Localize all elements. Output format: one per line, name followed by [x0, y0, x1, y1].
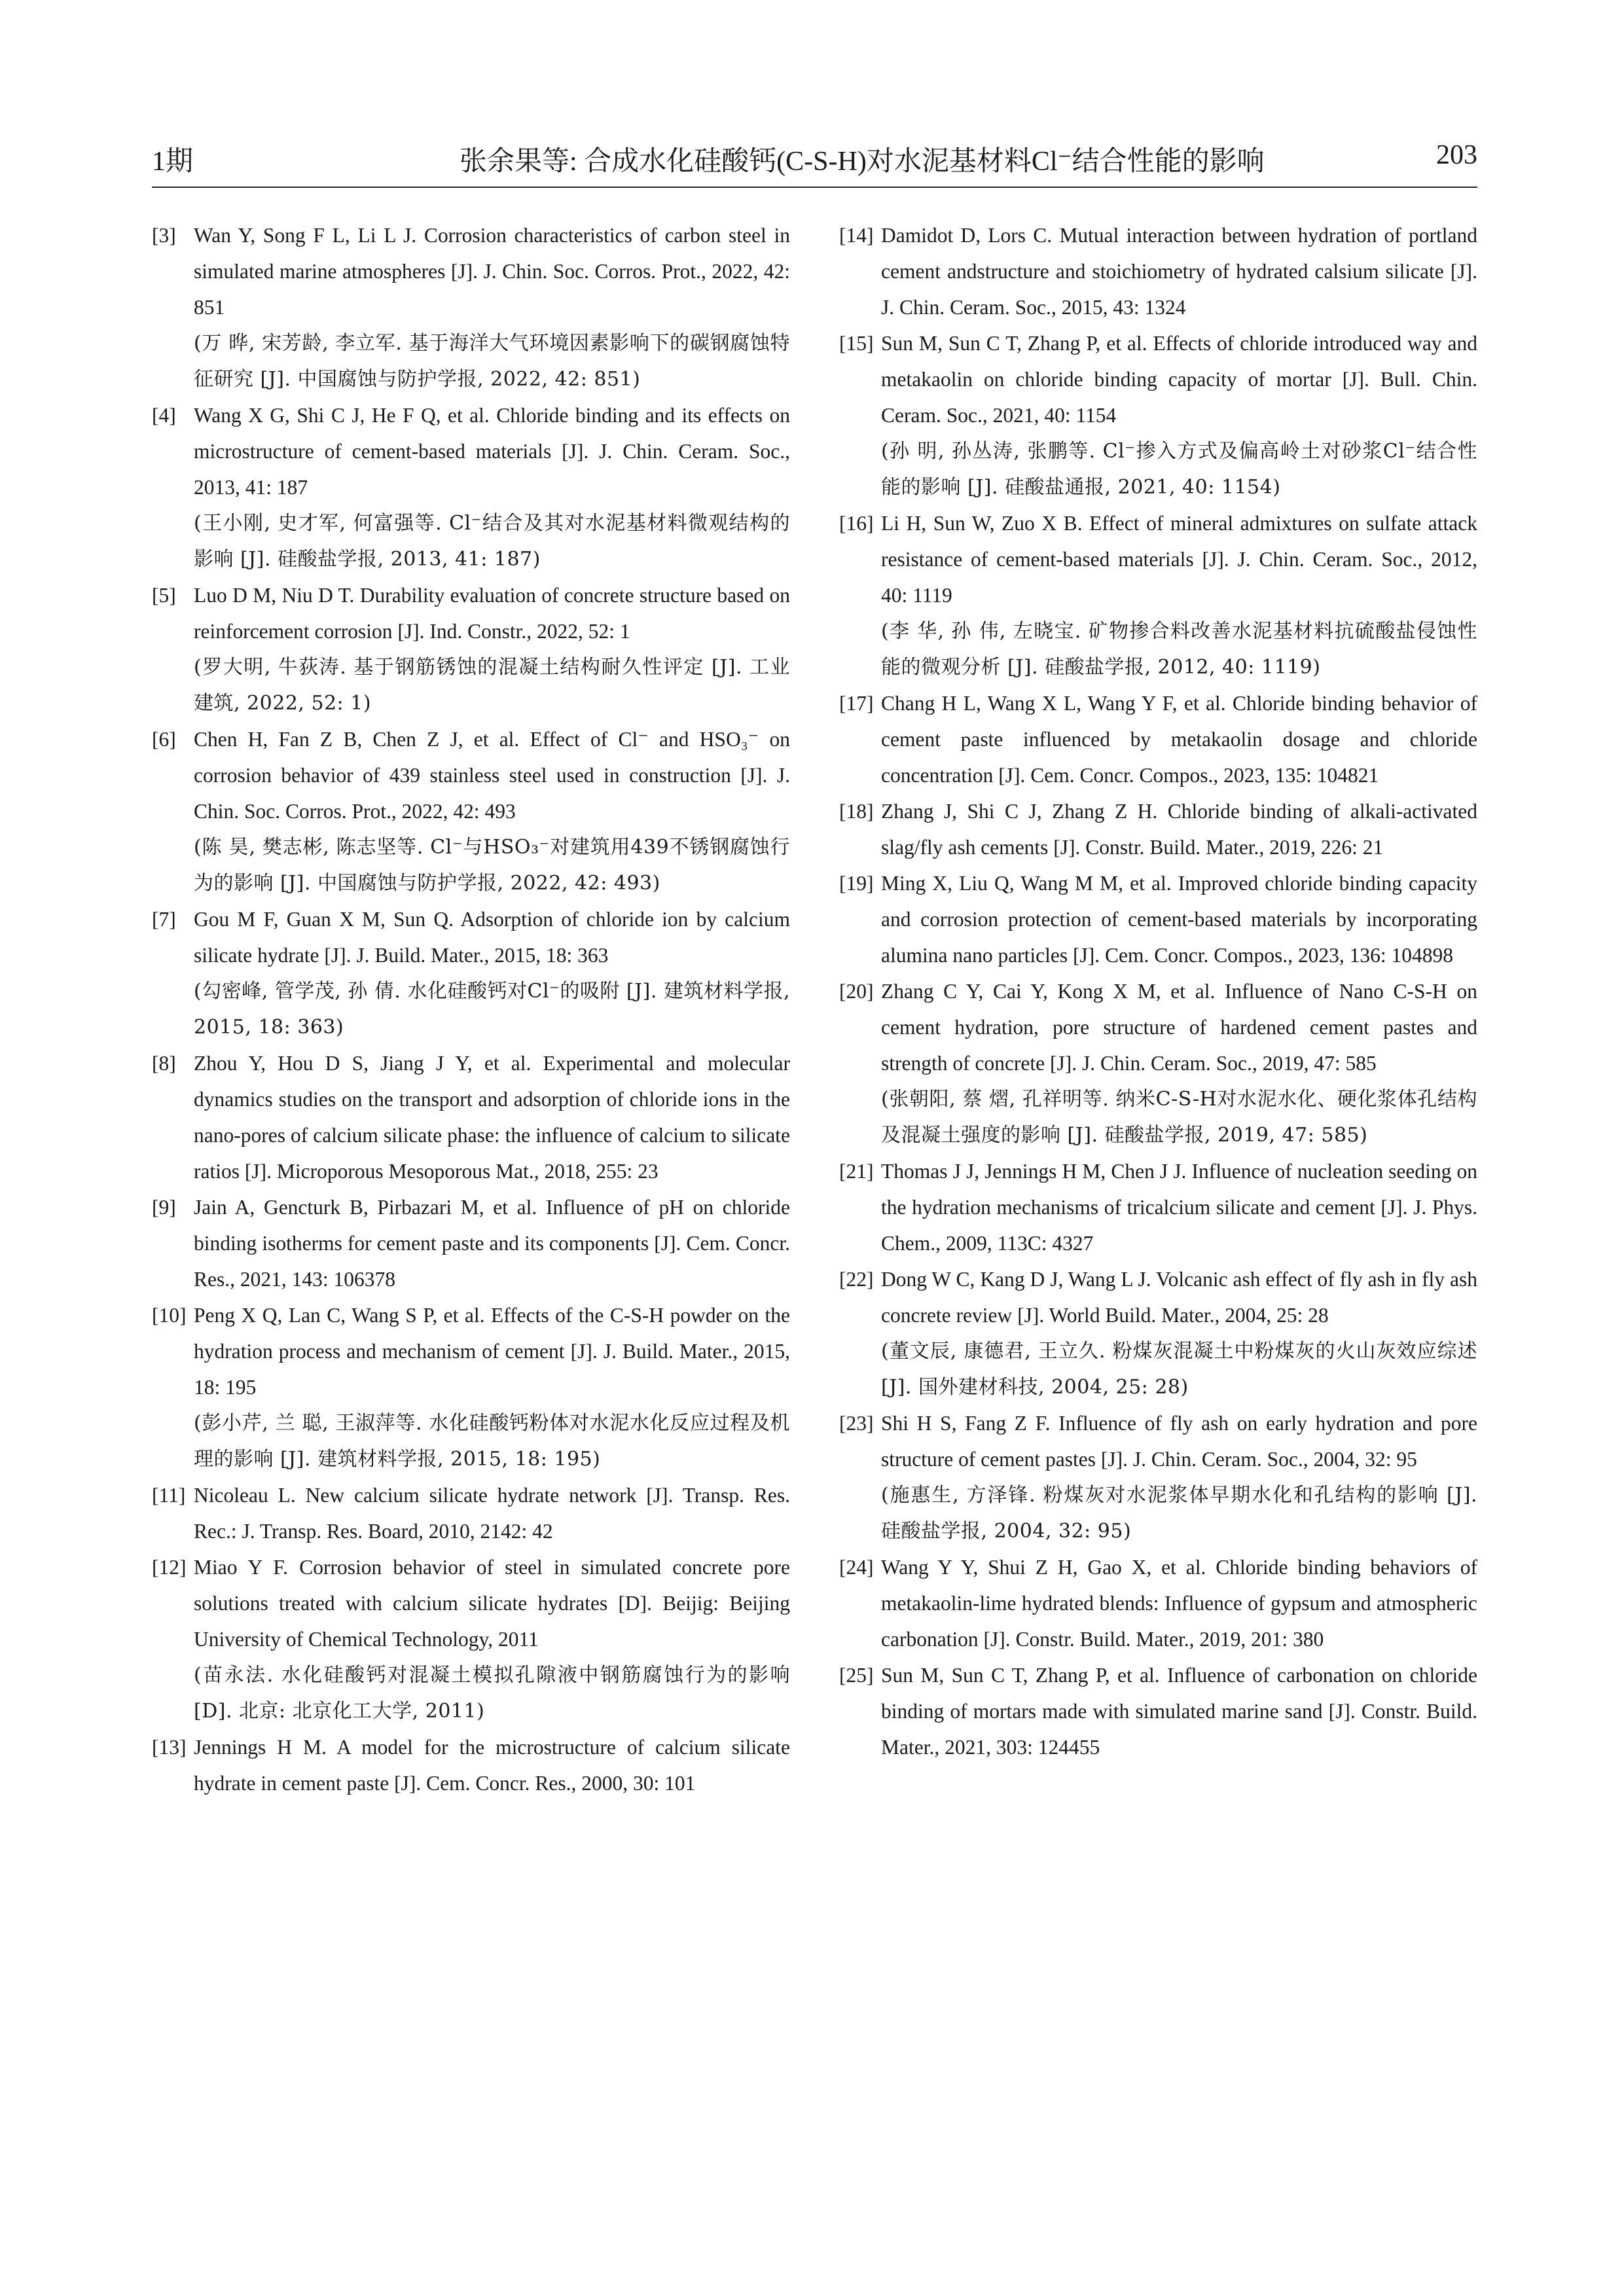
reference-text: Zhang C Y, Cai Y, Kong X M, et al. Influence of Nano C-S-H on cement hydration, pore structure of hardened cement pastes and strength of concrete [J]. J. Chin. Ceram. Soc., 2019, 47: 585: [881, 980, 1477, 1075]
references-right-column: [839, 217, 1477, 1765]
reference-chinese-text: (彭小芹, 兰 聪, 王淑萍等. 水化硅酸钙粉体对水泥水化反应过程及机理的影响 [J]. 建筑材料学报, 2015, 18: 195): [194, 1412, 790, 1471]
reference-text: Sun M, Sun C T, Zhang P, et al. Influence of carbonation on chloride binding of mortars made with simulated marine sand [J]. Constr. Build. Mater., 2021, 303: 124455: [881, 1664, 1477, 1759]
reference-number: [22]: [839, 1268, 874, 1291]
reference-chinese-text: (张朝阳, 蔡 熠, 孔祥明等. 纳米C-S-H对水泥水化、硬化浆体孔结构及混凝土强度的影响 [J]. 硅酸盐学报, 2019, 47: 585): [881, 1088, 1477, 1147]
reference-number: [13]: [152, 1736, 187, 1759]
reference-text: Wan Y, Song F L, Li L J. Corrosion characteristics of carbon steel in simulated marine atmospheres [J]. J. Chin. Soc. Corros. Prot., 2022, 42: 851: [194, 224, 790, 319]
reference-chinese-text: (万 晔, 宋芳龄, 李立军. 基于海洋大气环境因素影响下的碳钢腐蚀特征研究 [J]. 中国腐蚀与防护学报, 2022, 42: 851): [194, 332, 790, 391]
reference-chinese-text: (李 华, 孙 伟, 左晓宝. 矿物掺合料改善水泥基材料抗硫酸盐侵蚀性能的微观分析 [J]. 硅酸盐学报, 2012, 40: 1119): [881, 620, 1477, 679]
reference-number: [15]: [839, 332, 874, 355]
reference-chinese-text: (罗大明, 牛荻涛. 基于钢筋锈蚀的混凝土结构耐久性评定 [J]. 工业建筑, 2022, 52: 1): [194, 656, 790, 715]
reference-item: [839, 1405, 1477, 1549]
reference-text: Chang H L, Wang X L, Wang Y F, et al. Chloride binding behavior of cement paste influenced by metakaolin dosage and chloride concentration [J]. Cem. Concr. Compos., 2023, 135: 104821: [881, 692, 1477, 787]
reference-number: [24]: [839, 1556, 874, 1579]
reference-text: Li H, Sun W, Zuo X B. Effect of mineral admixtures on sulfate attack resistance of cement-based materials [J]. J. Chin. Ceram. Soc., 2012, 40: 1119: [881, 512, 1477, 607]
reference-item: [839, 1657, 1477, 1765]
reference-item: [839, 217, 1477, 325]
reference-text: Wang Y Y, Shui Z H, Gao X, et al. Chloride binding behaviors of metakaolin-lime hydrated blends: Influence of gypsum and atmospheric carbonation [J]. Constr. Build. Mater., 2019, 201: 380: [881, 1556, 1477, 1651]
reference-chinese-text: (勾密峰, 管学茂, 孙 倩. 水化硅酸钙对Cl⁻的吸附 [J]. 建筑材料学报, 2015, 18: 363): [194, 980, 790, 1039]
reference-item: [839, 793, 1477, 865]
reference-item: [152, 1045, 790, 1189]
reference-text: Zhang J, Shi C J, Zhang Z H. Chloride binding of alkali-activated slag/fly ash cements [J]. Constr. Build. Mater., 2019, 226: 21: [881, 800, 1477, 859]
reference-text: Ming X, Liu Q, Wang M M, et al. Improved chloride binding capacity and corrosion protection of cement-based materials by incorporating alumina nano particles [J]. Cem. Concr. Compos., 2023, 136: 104898: [881, 872, 1477, 967]
reference-number: [4]: [152, 404, 176, 427]
reference-text: Shi H S, Fang Z F. Influence of fly ash on early hydration and pore structure of cement pastes [J]. J. Chin. Ceram. Soc., 2004, 32: 95: [881, 1412, 1477, 1471]
reference-text: Damidot D, Lors C. Mutual interaction between hydration of portland cement andstructure and stoichiometry of hydrated calsium silicate [J]. J. Chin. Ceram. Soc., 2015, 43: 1324: [881, 224, 1477, 319]
reference-number: [20]: [839, 980, 874, 1003]
issue-number: 1期: [152, 147, 194, 177]
reference-chinese-text: (苗永法. 水化硅酸钙对混凝土模拟孔隙液中钢筋腐蚀行为的影响 [D]. 北京: 北京化工大学, 2011): [194, 1664, 790, 1723]
reference-chinese-text: (王小刚, 史才军, 何富强等. Cl⁻结合及其对水泥基材料微观结构的影响 [J]. 硅酸盐学报, 2013, 41: 187): [194, 512, 790, 571]
reference-item: [152, 1549, 790, 1729]
reference-text: Chen H, Fan Z B, Chen Z J, et al. Effect of Cl⁻ and HSO₃⁻ on corrosion behavior of 439 stainless steel used in construction [J]. J. Chin. Soc. Corros. Prot., 2022, 42: 493: [194, 728, 790, 823]
reference-chinese-text: (陈 昊, 樊志彬, 陈志坚等. Cl⁻与HSO₃⁻对建筑用439不锈钢腐蚀行为的影响 [J]. 中国腐蚀与防护学报, 2022, 42: 493): [194, 836, 790, 895]
page-number: 203: [1436, 140, 1477, 170]
reference-text: Wang X G, Shi C J, He F Q, et al. Chloride binding and its effects on microstructure of cement-based materials [J]. J. Chin. Ceram. Soc., 2013, 41: 187: [194, 404, 790, 499]
reference-item: [839, 505, 1477, 685]
reference-number: [3]: [152, 224, 176, 247]
reference-item: [152, 1477, 790, 1549]
reference-chinese-text: (孙 明, 孙丛涛, 张鹏等. Cl⁻掺入方式及偏高岭土对砂浆Cl⁻结合性能的影响 [J]. 硅酸盐通报, 2021, 40: 1154): [881, 440, 1477, 499]
running-title: 张余果等: 合成水化硅酸钙(C-S-H)对水泥基材料Cl⁻结合性能的影响: [460, 147, 1265, 177]
reference-chinese-text: (董文辰, 康德君, 王立久. 粉煤灰混凝土中粉煤灰的火山灰效应综述 [J]. 国外建材科技, 2004, 25: 28): [881, 1340, 1477, 1399]
reference-number: [14]: [839, 224, 874, 247]
reference-text: Dong W C, Kang D J, Wang L J. Volcanic ash effect of fly ash in fly ash concrete review [J]. World Build. Mater., 2004, 25: 28: [881, 1268, 1477, 1327]
reference-number: [9]: [152, 1196, 176, 1219]
references-left-column: [152, 217, 790, 1801]
reference-item: [152, 1729, 790, 1801]
reference-item: [152, 1297, 790, 1477]
reference-item: [152, 901, 790, 1045]
reference-text: Sun M, Sun C T, Zhang P, et al. Effects of chloride introduced way and metakaolin on chloride binding capacity of mortar [J]. Bull. Chin. Ceram. Soc., 2021, 40: 1154: [881, 332, 1477, 427]
reference-chinese-text: (施惠生, 方泽锋. 粉煤灰对水泥浆体早期水化和孔结构的影响 [J]. 硅酸盐学报, 2004, 32: 95): [881, 1484, 1477, 1543]
reference-item: [839, 973, 1477, 1153]
reference-item: [152, 217, 790, 397]
reference-number: [18]: [839, 800, 874, 823]
reference-item: [152, 577, 790, 721]
reference-number: [23]: [839, 1412, 874, 1435]
reference-text: Luo D M, Niu D T. Durability evaluation of concrete structure based on reinforcement corrosion [J]. Ind. Constr., 2022, 52: 1: [194, 584, 790, 643]
reference-text: Gou M F, Guan X M, Sun Q. Adsorption of chloride ion by calcium silicate hydrate [J]. J. Build. Mater., 2015, 18: 363: [194, 908, 790, 967]
reference-number: [8]: [152, 1052, 176, 1075]
reference-item: [839, 1549, 1477, 1657]
reference-text: Peng X Q, Lan C, Wang S P, et al. Effects of the C-S-H powder on the hydration process and mechanism of cement [J]. J. Build. Mater., 2015, 18: 195: [194, 1304, 790, 1399]
reference-number: [11]: [152, 1484, 186, 1507]
reference-item: [839, 865, 1477, 973]
reference-text: Jain A, Gencturk B, Pirbazari M, et al. Influence of pH on chloride binding isotherms for cement paste and its components [J]. Cem. Concr. Res., 2021, 143: 106378: [194, 1196, 790, 1291]
reference-text: Miao Y F. Corrosion behavior of steel in simulated concrete pore solutions treated with calcium silicate hydrates [D]. Beijig: Beijing University of Chemical Technology, 2011: [194, 1556, 790, 1651]
reference-text: Jennings H M. A model for the microstructure of calcium silicate hydrate in cement paste [J]. Cem. Concr. Res., 2000, 30: 101: [194, 1736, 790, 1795]
reference-item: [152, 721, 790, 901]
reference-number: [7]: [152, 908, 176, 931]
reference-number: [5]: [152, 584, 176, 607]
reference-number: [25]: [839, 1664, 874, 1687]
running-header: [152, 134, 1477, 188]
reference-item: [839, 1261, 1477, 1405]
reference-number: [10]: [152, 1304, 187, 1327]
reference-number: [17]: [839, 692, 874, 715]
reference-number: [21]: [839, 1160, 874, 1183]
reference-text: Zhou Y, Hou D S, Jiang J Y, et al. Experimental and molecular dynamics studies on the transport and adsorption of chloride ions in the nano-pores of calcium silicate phase: the influence of calcium to silicate ratios [J]. Microporous Mesoporous Mat., 2018, 255: 23: [194, 1052, 790, 1183]
reference-text: Nicoleau L. New calcium silicate hydrate network [J]. Transp. Res. Rec.: J. Transp. Res. Board, 2010, 2142: 42: [194, 1484, 790, 1543]
reference-item: [839, 325, 1477, 505]
reference-item: [839, 1153, 1477, 1261]
reference-number: [6]: [152, 728, 176, 751]
reference-number: [16]: [839, 512, 874, 535]
reference-text: Thomas J J, Jennings H M, Chen J J. Influence of nucleation seeding on the hydration mechanisms of tricalcium silicate and cement [J]. J. Phys. Chem., 2009, 113C: 4327: [881, 1160, 1477, 1255]
reference-number: [19]: [839, 872, 874, 895]
reference-item: [839, 685, 1477, 793]
reference-number: [12]: [152, 1556, 187, 1579]
reference-item: [152, 1189, 790, 1297]
reference-item: [152, 397, 790, 577]
